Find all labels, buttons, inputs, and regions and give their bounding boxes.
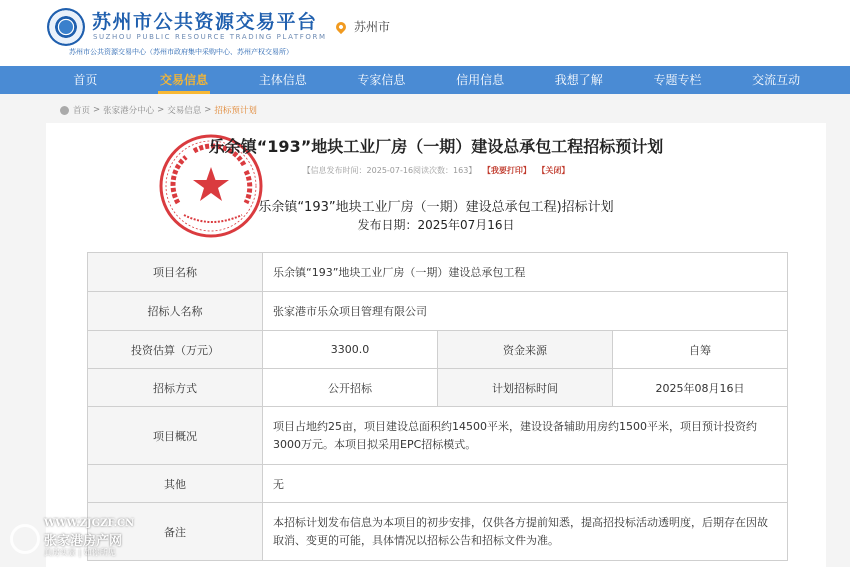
breadcrumb-separator: > — [93, 105, 101, 115]
investment-value: 3300.0 — [263, 331, 438, 369]
nav-item-expert-info[interactable]: 专家信息 — [357, 73, 406, 87]
nav-item-entity-info[interactable]: 主体信息 — [258, 73, 307, 87]
tenderer-label: 招标人名称 — [88, 292, 263, 331]
plan-time-label: 计划招标时间 — [438, 369, 613, 407]
remark-label: 备注 — [88, 503, 263, 561]
article-meta — [46, 165, 826, 176]
table-row — [88, 292, 788, 331]
plan-time-value: 2025年08月16日 — [613, 369, 788, 407]
table-row — [88, 503, 788, 561]
print-button[interactable]: 【我要打印】 — [482, 166, 531, 175]
breadcrumb-home[interactable]: 首页 — [73, 106, 91, 116]
article-card — [46, 123, 826, 567]
watermark-url: WWW.ZJGZF.CN — [44, 518, 135, 529]
breadcrumb-current[interactable]: 招标预计划 — [214, 106, 257, 116]
site-header — [0, 0, 850, 66]
breadcrumb-trading-info[interactable]: 交易信息 — [167, 106, 202, 116]
watermark-name: 张家港房产网 — [44, 534, 123, 549]
remark-value: 本招标计划发布信息为本项目的初步安排，仅供各方提前知悉，提高招投标活动透明度，后期存在因故取消、变更的可能，具体情况以招标公告和招标文件为准。 — [263, 503, 788, 561]
other-value: 无 — [263, 465, 788, 503]
site-title-english: SUZHOU PUBLIC RESOURCE TRADING PLATFORM — [93, 33, 327, 41]
table-row — [88, 331, 788, 369]
main-nav — [0, 66, 850, 94]
fund-source-label: 资金来源 — [438, 331, 613, 369]
nav-item-home[interactable]: 首页 — [73, 73, 98, 87]
tenderer-value: 张家港市乐众项目管理有限公司 — [263, 292, 788, 331]
nav-item-interaction[interactable]: 交流互动 — [752, 73, 801, 87]
location-label: 苏州市 — [354, 20, 391, 34]
site-title[interactable]: 苏州市公共资源交易平台 — [92, 11, 318, 33]
tender-plan-table — [87, 252, 788, 561]
publish-info: 【信息发布时间：2025-07-16阅读次数：163】 — [302, 166, 477, 175]
other-label: 其他 — [88, 465, 263, 503]
home-icon — [60, 106, 69, 115]
article-title: 乐余镇“193”地块工业厂房（一期）建设总承包工程招标预计划 — [208, 137, 664, 156]
overview-value: 项目占地约25亩，项目建设总面积约14500平米，建设设备辅助用房约1500平米，项目预计投资约3000万元。本项目拟采用EPC招标模式。 — [263, 407, 788, 465]
site-logo-icon[interactable] — [47, 8, 85, 46]
breadcrumb — [60, 104, 257, 116]
table-row — [88, 369, 788, 407]
watermark-logo-icon — [10, 524, 40, 554]
publish-date: 发布日期：2025年07月16日 — [357, 218, 515, 232]
fund-source-value: 自筹 — [613, 331, 788, 369]
nav-item-credit-info[interactable]: 信用信息 — [456, 73, 505, 87]
nav-item-learn-more[interactable]: 我想了解 — [554, 73, 603, 87]
nav-item-trading-info[interactable]: 交易信息 — [135, 66, 234, 94]
site-watermark — [8, 518, 138, 560]
location-selector[interactable] — [336, 18, 390, 35]
table-row — [88, 465, 788, 503]
plan-subtitle: 乐余镇“193”地块工业厂房（一期）建设总承包工程)招标计划 — [258, 200, 614, 215]
tender-method-label: 招标方式 — [88, 369, 263, 407]
project-name-label: 项目名称 — [88, 253, 263, 292]
close-button[interactable]: 【关闭】 — [537, 166, 570, 175]
table-row — [88, 253, 788, 292]
table-row — [88, 407, 788, 465]
watermark-slogan: 真房实景 | 如你所见 — [44, 548, 116, 557]
nav-item-special-topics[interactable]: 专题专栏 — [653, 73, 702, 87]
overview-label: 项目概况 — [88, 407, 263, 465]
location-pin-icon — [334, 19, 348, 33]
investment-label: 投资估算（万元） — [88, 331, 263, 369]
breadcrumb-separator: > — [157, 105, 165, 115]
breadcrumb-branch[interactable]: 张家港分中心 — [103, 106, 155, 116]
project-name-value: 乐余镇“193”地块工业厂房（一期）建设总承包工程 — [263, 253, 788, 292]
breadcrumb-separator: > — [204, 105, 212, 115]
tender-method-value: 公开招标 — [263, 369, 438, 407]
site-subtitle: 苏州市公共资源交易中心（苏州市政府集中采购中心、苏州产权交易所） — [69, 48, 293, 56]
